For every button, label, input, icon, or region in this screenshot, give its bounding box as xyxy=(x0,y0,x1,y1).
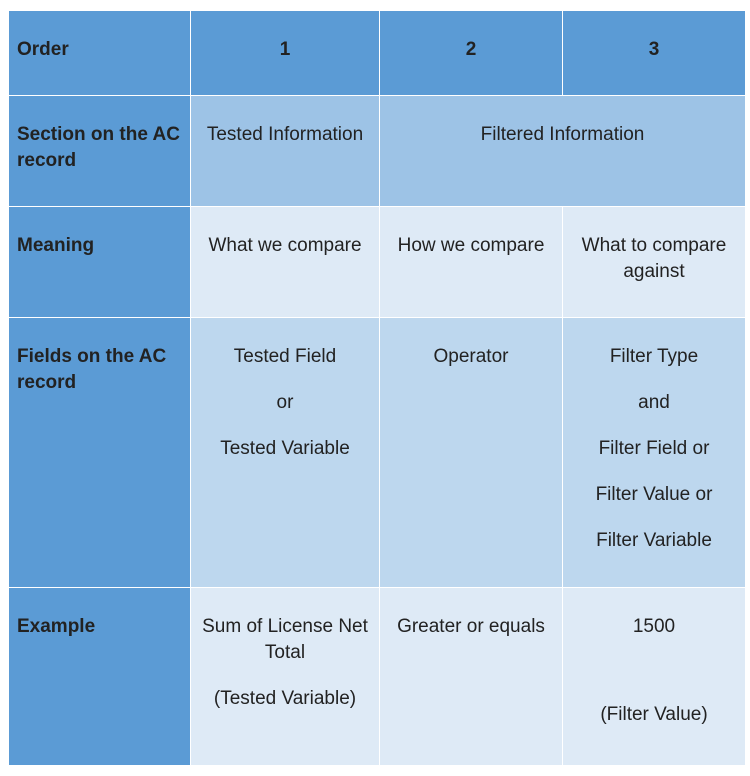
fields-label: Fields on the AC record xyxy=(17,346,167,393)
fields-col-3-cell xyxy=(563,318,746,588)
and-text: and xyxy=(638,392,670,413)
example-row xyxy=(9,588,746,766)
order-col-1-header xyxy=(191,11,380,96)
order-col-2-header xyxy=(380,11,563,96)
filtered-information-text: Filtered Information xyxy=(480,124,645,145)
tested-information-cell xyxy=(191,96,380,207)
order-number-1: 1 xyxy=(279,39,291,60)
filter-value-note: (Filter Value) xyxy=(600,704,708,725)
section-label-cell xyxy=(9,96,191,207)
meaning-col-1-cell xyxy=(191,207,380,318)
tested-variable-note: (Tested Variable) xyxy=(213,688,357,709)
fields-col-1-text xyxy=(191,318,379,462)
example-label: Example xyxy=(17,616,96,637)
meaning-col-1-text: What we compare xyxy=(208,235,362,256)
example-col-2-cell xyxy=(380,588,563,766)
meaning-col-3-cell xyxy=(563,207,746,318)
fields-col-2-cell xyxy=(380,318,563,588)
meaning-label-cell xyxy=(9,207,191,318)
filter-variable-text: Filter Variable xyxy=(596,530,712,551)
section-row xyxy=(9,96,746,207)
greater-or-equals-text: Greater or equals xyxy=(397,616,545,637)
meaning-col-3-text: What to compare against xyxy=(581,235,727,282)
example-col-1-text xyxy=(191,588,379,712)
order-col-3-header xyxy=(563,11,746,96)
operator-text: Operator xyxy=(433,346,509,367)
or-text: or xyxy=(276,392,294,413)
filter-field-text: Filter Field or xyxy=(598,438,710,459)
sum-of-license-net-total-text: Sum of License Net Total xyxy=(202,616,368,663)
example-col-3-cell xyxy=(563,588,746,766)
tested-field-text: Tested Field xyxy=(233,346,337,367)
fields-col-1-cell xyxy=(191,318,380,588)
section-label: Section on the AC record xyxy=(17,124,180,171)
example-col-3-text xyxy=(563,588,745,728)
example-label-cell xyxy=(9,588,191,766)
order-header-cell xyxy=(9,11,191,96)
filtered-information-cell xyxy=(380,96,746,207)
meaning-col-2-text: How we compare xyxy=(397,235,545,256)
meaning-row xyxy=(9,207,746,318)
tested-variable-text: Tested Variable xyxy=(220,438,350,459)
meaning-col-2-cell xyxy=(380,207,563,318)
example-col-1-cell xyxy=(191,588,380,766)
fields-label-cell xyxy=(9,318,191,588)
filter-value-text: Filter Value or xyxy=(595,484,713,505)
order-number-2: 2 xyxy=(465,39,477,60)
fields-row xyxy=(9,318,746,588)
meaning-label: Meaning xyxy=(17,235,95,256)
filter-type-text: Filter Type xyxy=(609,346,699,367)
tested-information-text: Tested Information xyxy=(206,124,364,145)
header-row xyxy=(9,11,746,96)
value-1500-text: 1500 xyxy=(632,616,676,637)
order-number-3: 3 xyxy=(648,39,660,60)
fields-col-3-text xyxy=(563,318,745,554)
order-table xyxy=(8,10,746,766)
order-label: Order xyxy=(17,39,69,60)
